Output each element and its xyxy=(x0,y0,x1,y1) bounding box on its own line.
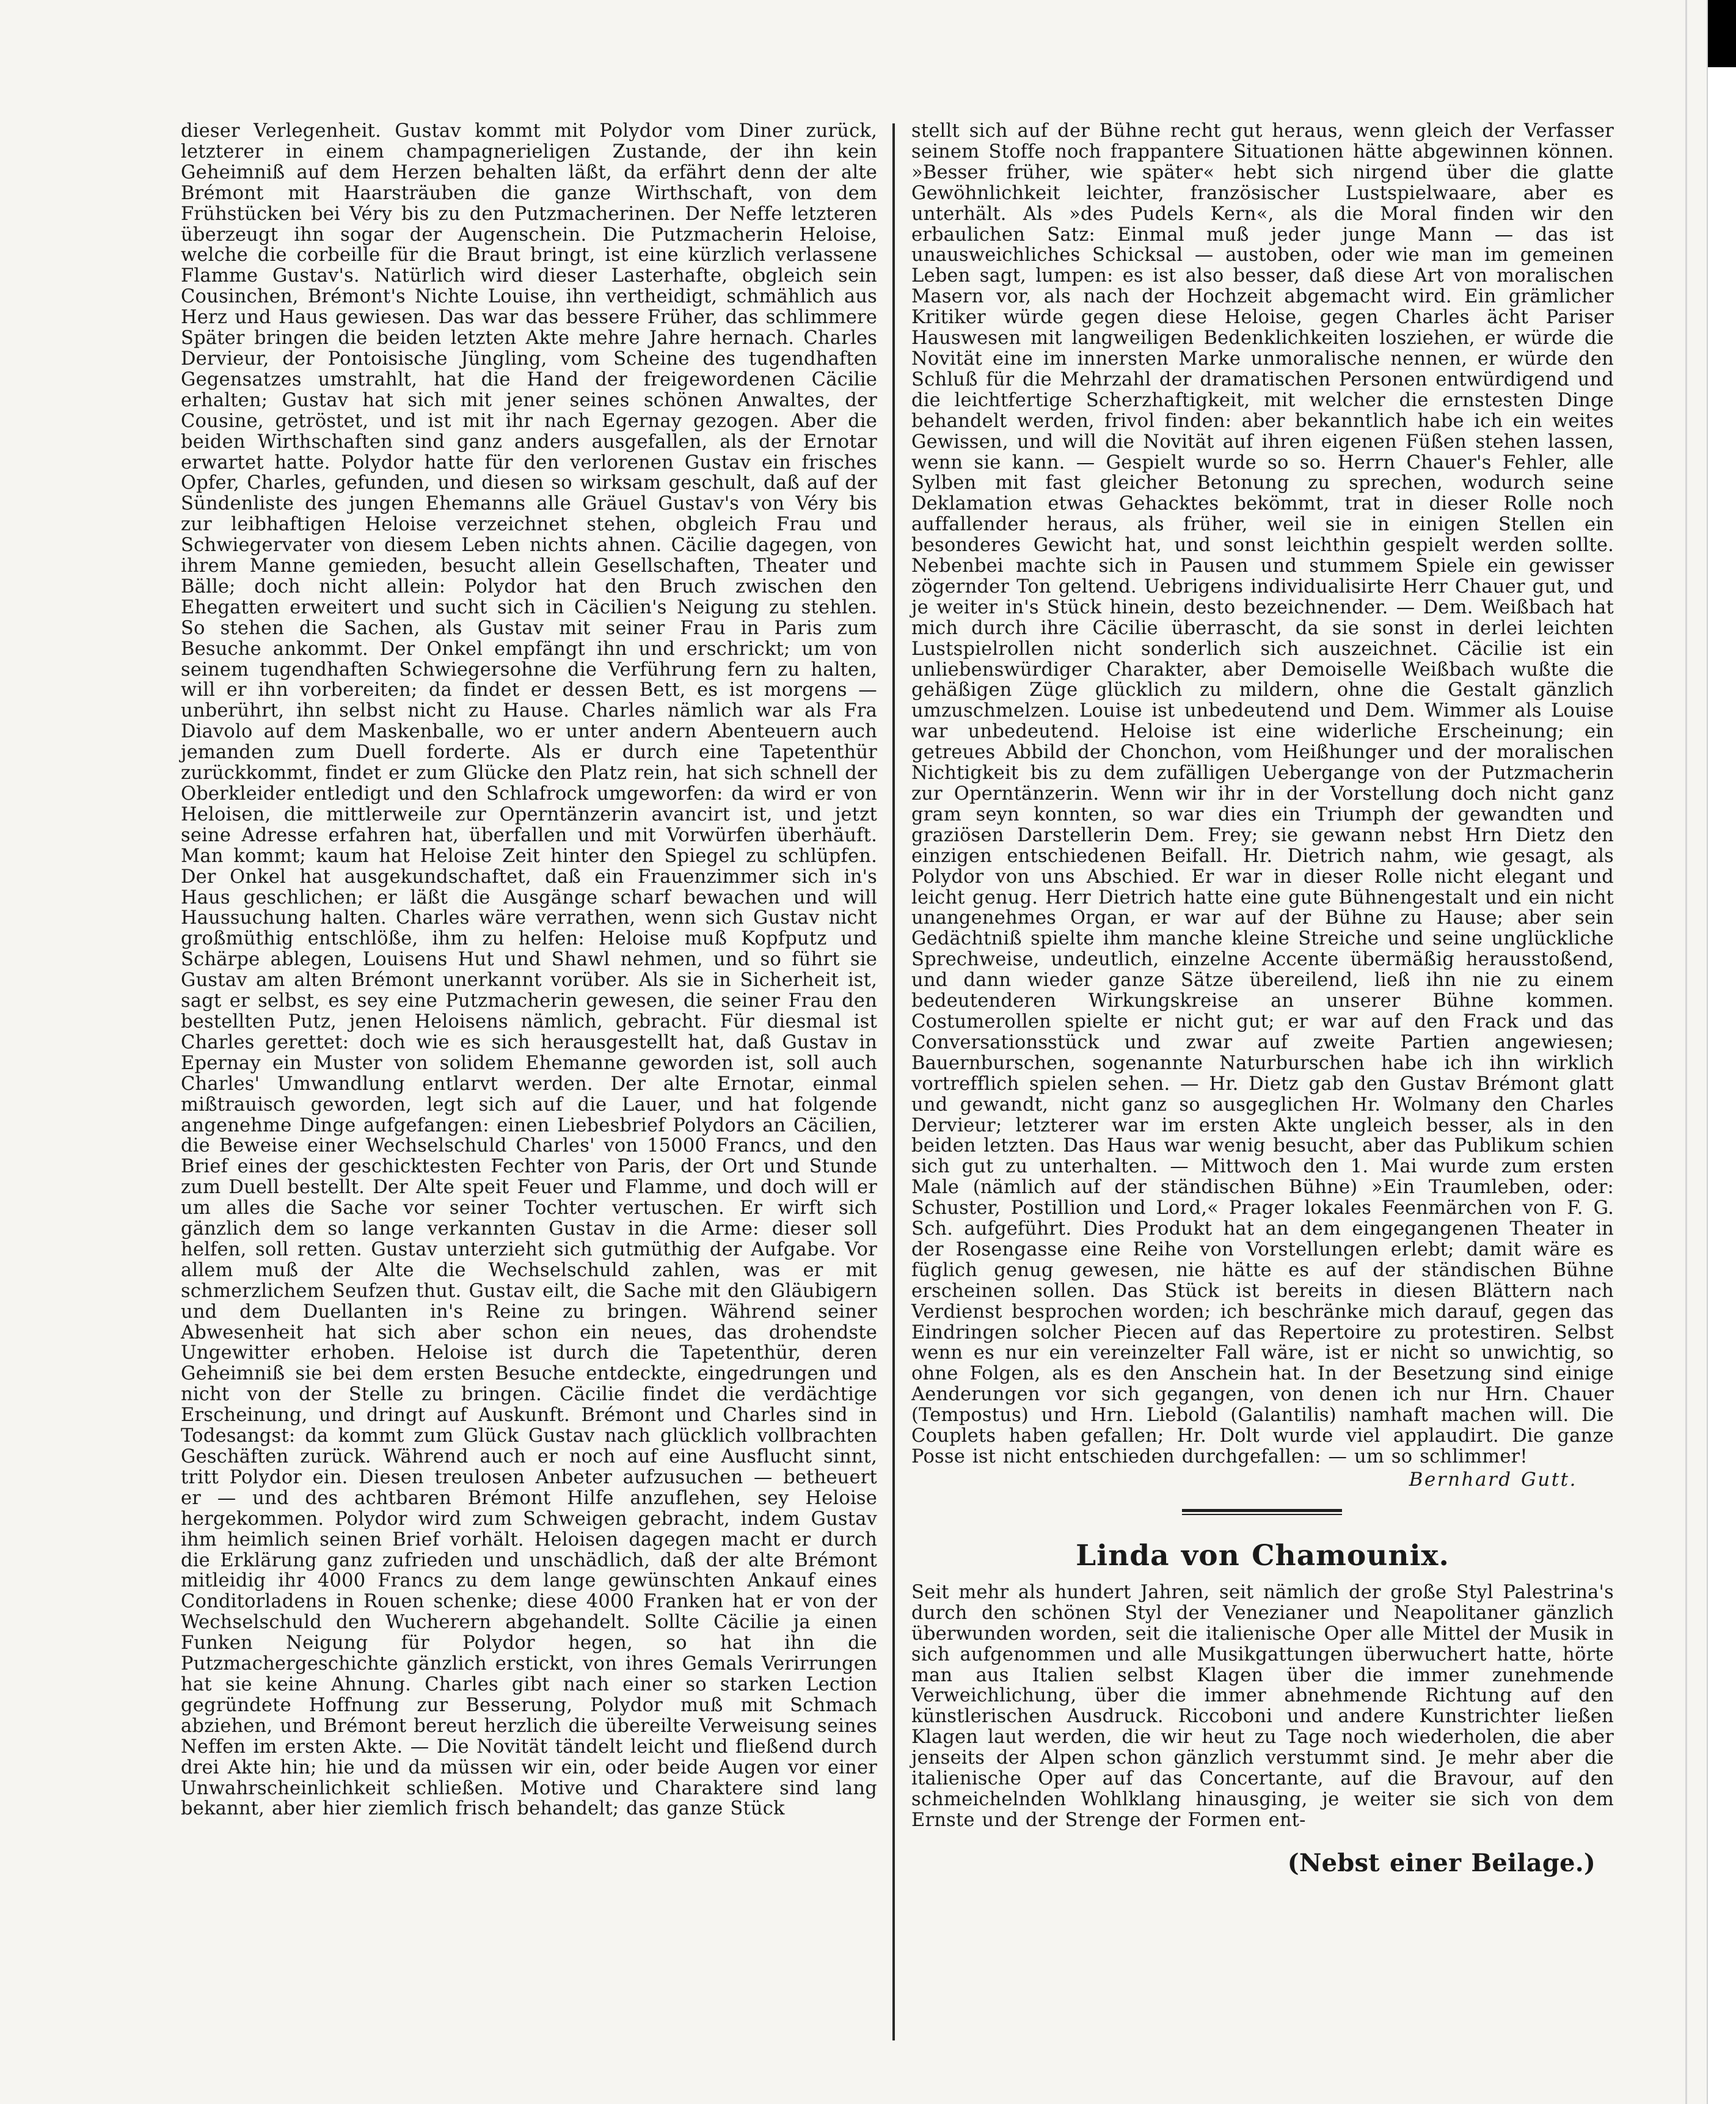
left-column-text: dieser Verlegenheit. Gustav kommt mit Polydor vom Diner zurück, letzterer in einem champagnerieligen Zustande, der ihn kein Geheimniß auf dem Herzen behalten läßt, da erfährt denn der alte Brémont mit Haarsträuben die ganze Wirthschaft, von dem Frühstücken bei Véry bis zu den Putzmacherinen. Der Neffe letzteren überzeugt ihn sogar der Augenschein. Die Putzmacherin Heloise, welche die corbeille für die Braut bringt, ist eine kürzlich verlassene Flamme Gustav's. Natürlich wird dieser Lasterhafte, obgleich sein Cousinchen, Brémont's Nichte Louise, ihn vertheidigt, schmählich aus Herz und Haus gewiesen. Das war das bessere Früher, das schlimmere Später bringen die beiden letzten Akte mehre Jahre hernach. Charles Dervieur, der Pontoisische Jüngling, vom Scheine des tugendhaften Gegensatzes umstrahlt, hat die Hand der freigewordenen Cäcilie erhalten; Gustav hat sich mit jener seines schönen Anwaltes, der Cousine, getröstet, und ist mit ihr nach Egernay gezogen. Aber die beiden Wirthschaften sind ganz anders ausgefallen, als der Ernotar erwartet hatte. Polydor hatte für den verlorenen Gustav ein frisches Opfer, Charles, gefunden, und diesen so wirksam geschult, daß auf der Sündenliste des jungen Ehemanns alle Gräuel Gustav's von Véry bis zur leibhaftigen Heloise verzeichnet stehen, obgleich Frau und Schwiegervater von diesem Leben nichts ahnen. Cäcilie dagegen, von ihrem Manne gemieden, besucht allein Gesellschaften, Theater und Bälle; doch nicht allein: Polydor hat den Bruch zwischen den Ehegatten erweitert und sucht sich in Cäcilien's Neigung zu stehlen. So stehen die Sachen, als Gustav mit seiner Frau in Paris zum Besuche ankommt. Der Onkel empfängt ihn und erschrickt; um von seinem tugendhaften Schwiegersohne die Verführung fern zu halten, will er ihn vorbereiten; da findet er dessen Bett, es ist morgens — unberührt, ihn selbst nicht zu Hause. Charles nämlich war als Fra Diavolo auf dem Maskenballe, wo er unter andern Abenteuern auch jemanden zum Duell forderte. Als er durch eine Tapetenthür zurückkommt, findet er zum Glücke den Platz rein, hat sich schnell der Oberkleider entledigt und den Schlafrock umgeworfen: da wird er von Heloisen, die mittlerweile zur Operntänzerin avancirt ist, und jetzt seine Adresse erfahren hat, überfallen und mit Vorwürfen überhäuft. Man kommt; kaum hat Heloise Zeit hinter den Spiegel zu schlüpfen. Der Onkel hat ausgekundschaftet, daß ein Frauenzimmer sich in's Haus geschlichen; er läßt die Ausgänge scharf bewachen und will Haussuchung halten. Charles wäre verrathen, wenn sich Gustav nicht großmüthig entschlöße, ihm zu helfen: Heloise muß Kopfputz und Schärpe ablegen, Louisens Hut und Shawl nehmen, und so führt sie Gustav am alten Brémont unerkannt vorüber. Als sie in Sicherheit ist, sagt er selbst, es sey eine Putzmacherin gewesen, die seiner Frau den bestellten Putz, jenen Heloisens nämlich, gebracht. Für diesmal ist Charles gerettet: doch wie es sich herausgestellt hat, daß Gustav in Epernay ein Muster von solidem Ehemanne geworden ist, soll auch Charles' Umwandlung entlarvt werden. Der alte Ernotar, einmal mißtrauisch geworden, legt sich auf die Lauer, und hat folgende angenehme Dinge aufgefangen: einen Liebesbrief Polydors an Cäcilien, die Beweise einer Wechselschuld Charles' von 15000 Francs, und den Brief eines der geschicktesten Fechter von Paris, der Ort und Stunde zum Duell bestellt. Der Alte speit Feuer und Flamme, und doch will er um alles die Sache vor seiner Tochter vertuschen. Er wirft sich gänzlich dem so lange verkannten Gustav in die Arme: dieser soll helfen, soll retten. Gustav unterzieht sich gutmüthig der Aufgabe. Vor allem muß der Alte die Wechselschuld zahlen, was er mit schmerzlichem Seufzen thut. Gustav eilt, die Sache mit den Gläubigern und dem Duellanten in's Reine zu bringen. Während seiner Abwesenheit hat sich aber schon ein neues, das drohendste Ungewitter erhoben. Heloise ist durch die Tapetenthür, deren Geheimniß sie bei dem ersten Besuche entdeckte, eingedrungen und nicht von der Stelle zu bringen. Cäcilie findet die verdächtige Erscheinung, und dringt auf Auskunft. Brémont und Charles sind in Todesangst: da kommt zum Glück Gustav nach glücklich vollbrachten Geschäften zurück. Während auch er noch auf eine Ausflucht sinnt, tritt Polydor ein. Diesen treulosen Anbeter aufzusuchen — betheuert er — und des achtbaren Brémont Hilfe anzuflehen, sey Heloise hergekommen. Polydor wird zum Schweigen gebracht, indem Gustav ihm heimlich seinen Brief vorhält. Heloisen dagegen macht er durch die Erklärung ganz zufrieden und unschädlich, daß der alte Brémont mitleidig ihr 4000 Francs zu dem lange gewünschten Ankauf eines Conditorladens in Rouen schenke; diese 4000 Franken hat er von der Wechselschuld den Wucherern abgehandelt. Sollte Cäcilie ja einen Funken Neigung für Polydor hegen, so hat ihn die Putzmachergeschichte gänzlich erstickt, von ihres Gemals Verirrungen hat sie keine Ahnung. Charles gibt nach einer so starken Lection gegründete Hoffnung zur Besserung, Polydor muß mit Schmach abziehen, und Brémont bereut herzlich die übereilte Verweisung seines Neffen im ersten Akte. — Die Novität tändelt leicht und fließend durch drei Akte hin; hie und da müssen wir ein, oder beide Augen vor einer Unwahrscheinlichkeit schließen. Motive und Charaktere sind lang bekannt, aber hier ziemlich frisch behandelt; das ganze Stück xyxy=(181,120,877,1820)
separator-rule-thick xyxy=(1182,1509,1342,1512)
section-body-text: Seit mehr als hundert Jahren, seit nämlich der große Styl Palestrina's durch den schönen Styl der Venezianer und Neapolitaner gänzlich überwunden worden, seit die italienische Oper alle Mittel der Musik in sich aufgenommen und alle Musikgattungen überwuchert hatte, hörte man aus Italien selbst Klagen über die immer zunehmende Verweichlichung, über die immer abnehmende Richtung auf den künstlerischen Ausdruck. Riccoboni und andere Kunstrichter ließen Klagen laut werden, die wir heut zu Tage noch wiederholen, die aber jenseits der Alpen schon gänzlich verstummt sind. Je mehr aber die italienische Oper auf das Concertante, auf die Bravour, auf den schmeichelnden Wohlklang hinausging, je weiter sie sich von dem Ernste und der Strenge der Formen ent- xyxy=(911,1581,1614,1831)
author-signature: Bernhard Gutt. xyxy=(1409,1468,1577,1491)
scan-edge-mark xyxy=(1708,0,1736,67)
left-column xyxy=(181,121,877,1819)
column-divider xyxy=(892,123,895,2040)
section-separator xyxy=(911,1491,1614,1524)
page-fold-line xyxy=(1685,0,1687,2104)
section-heading: Linda von Chamounix. xyxy=(1076,1538,1450,1573)
page-edge xyxy=(1707,0,1736,2104)
right-column-text: stellt sich auf der Bühne recht gut heraus, wenn gleich der Verfasser seinem Stoffe noch frappantere Situationen hätte abgewinnen können. »Besser früher, wie später« hebt sich nirgend über die glatte Gewöhnlichkeit leichter, französischer Lustspielwaare, aber es unterhält. Als »des Pudels Kern«, als die Moral finden wir den erbaulichen Satz: Einmal muß jeder junge Mann — das ist unausweichliches Schicksal — austoben, oder wie man im gemeinen Leben sagt, lumpen: es ist also besser, daß diese Art von moralischen Masern vor, als nach der Hochzeit abgemacht wird. Ein grämlicher Kritiker würde gegen diese Heloise, gegen Charles ächt Pariser Hauswesen mit langweiligen Bedenklichkeiten losziehen, er würde die Novität eine im innersten Marke unmoralische nennen, er würde den Schluß für die Mehrzahl der dramatischen Personen entwürdigend und die leichtfertige Scherzhaftigkeit, mit welcher die ernstesten Dinge behandelt werden, frivol finden: aber bekanntlich habe ich ein weites Gewissen, und will die Novität auf ihren eigenen Füßen stehen lassen, wenn sie kann. — Gespielt wurde so so. Herrn Chauer's Fehler, alle Sylben mit fast gleicher Betonung zu sprechen, wodurch seine Deklamation etwas Gehacktes bekömmt, trat in dieser Rolle noch auffallender heraus, als früher, weil sie in einigen Stellen ein besonderes Gewicht hat, und sonst leichthin gespielt werden sollte. Nebenbei machte sich in Pausen und stummem Spiele ein gewisser zögernder Ton geltend. Uebrigens individualisirte Herr Chauer gut, und je weiter in's Stück hinein, desto bezeichnender. — Dem. Weißbach hat mich durch ihre Cäcilie überrascht, da sie sonst in derlei leichten Lustspielrollen nicht sonderlich sich auszeichnet. Cäcilie ist ein unliebenswürdiger Charakter, aber Demoiselle Weißbach wußte die gehäßigen Züge glücklich zu mildern, ohne die Gestalt gänzlich umzuschmelzen. Louise ist unbedeutend und Dem. Wimmer als Louise war unbedeutend. Heloise ist eine widerliche Erscheinung; ein getreues Abbild der Chonchon, vom Heißhunger und der moralischen Nichtigkeit bis zu dem zufälligen Uebergange von der Putzmacherin zur Operntänzerin. Wenn wir ihr in der Vorstellung doch nicht ganz gram seyn konnten, so war dies ein Triumph der gewandten und graziösen Darstellerin Dem. Frey; sie gewann nebst Hrn Dietz den einzigen entschiedenen Beifall. Hr. Dietrich nahm, wie gesagt, als Polydor von uns Abschied. Er war in dieser Rolle nicht elegant und leicht genug. Herr Dietrich hatte eine gute Bühnengestalt und ein nicht unangenehmes Organ, er war auf der Bühne zu Hause; aber sein Gedächtniß spielte ihm manche kleine Streiche und seine unglückliche Sprechweise, undeutlich, einzelne Accente übermäßig herausstoßend, und dann wieder ganze Sätze übereilend, ließ ihn nie zu einem bedeutenderen Wirkungskreise an unserer Bühne kommen. Costumerollen spielte er nicht gut; er war auf den Frack und das Conversationsstück und zwar auf zweite Partien angewiesen; Bauernburschen, sogenannte Naturburschen habe ich ihn wirklich vortrefflich spielen sehen. — Hr. Dietz gab den Gustav Brémont glatt und gewandt, nicht ganz so ausgeglichen Hr. Wolmany den Charles Dervieur; letzterer war im ersten Akte ungleich besser, als in den beiden letzten. Das Haus war wenig besucht, aber das Publikum schien sich gut zu unterhalten. — Mittwoch den 1. Mai wurde zum ersten Male (nämlich auf der ständischen Bühne) »Ein Traumleben, oder: Schuster, Postillion und Lord,« Prager lokales Feenmärchen von F. G. Sch. aufgeführt. Dies Produkt hat an dem eingegangenen Theater in der Rosengasse eine Reihe von Vorstellungen erlebt; damit wäre es füglich genug gewesen, nie hätte es auf der ständischen Bühne erscheinen sollen. Das Stück ist bereits in diesen Blättern nach Verdienst besprochen worden; ich beschränke mich darauf, gegen das Eindringen solcher Piecen auf das Repertoire zu protestiren. Selbst wenn es nur ein vereinzelter Fall wäre, ist er nicht so unwichtig, so ohne Folgen, als es den Anschein hat. In der Besetzung sind einige Aenderungen vor sich gegangen, von denen ich nur Hrn. Chauer (Tempostus) und Hrn. Liebold (Galantilis) namhaft machen will. Die Couplets haben gefallen; Hr. Dolt wurde viel applaudirt. Die ganze Posse ist nicht entschieden durchgefallen: — um so schlimmer! xyxy=(911,120,1614,1467)
right-column xyxy=(911,121,1614,1879)
separator-rule-thin xyxy=(1182,1514,1342,1515)
supplement-note: (Nebst einer Beilage.) xyxy=(1287,1848,1596,1877)
